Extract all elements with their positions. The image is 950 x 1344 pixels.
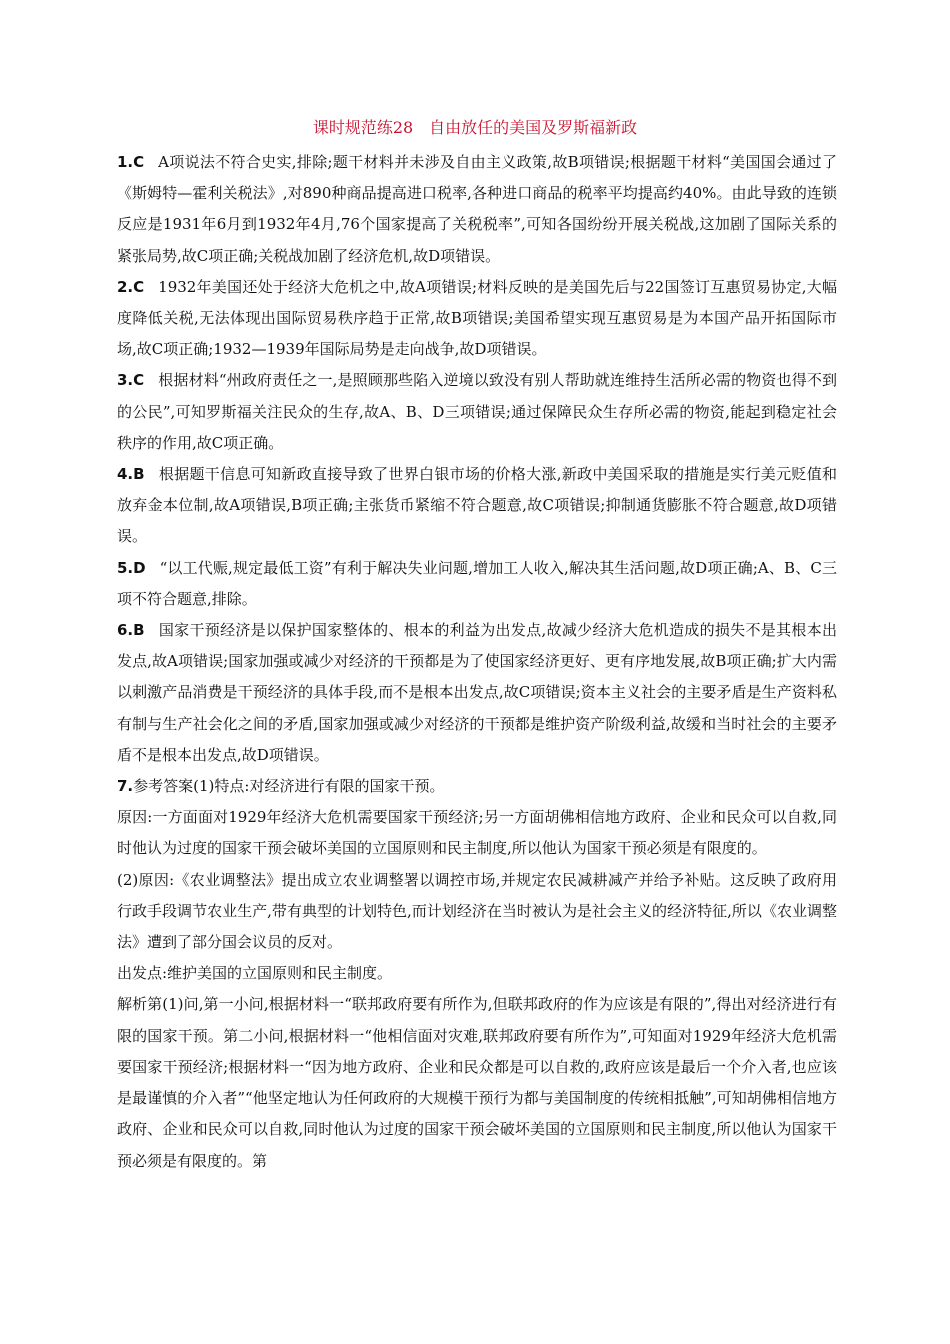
item-answer: C <box>133 371 145 390</box>
item-explanation: 国家干预经济是以保护国家整体的、根本的利益为出发点,故减少经济大危机造成的损失不是其根本出发点,故A项错误;国家加强或减少对经济的干预都是为了使国家经济更好、更有序地发展,故B项正确;扩大内需以刺激产品消费是干预经济的具体手段,而不是根本出发点,故C项错误;资本主义社会的主要矛盾是生产资料私有制与生产社会化之间的矛盾,国家加强或减少对经济的干预都是维护资产阶级利益,故缓和当时社会的主要矛盾不是根本出发点,故D项错误。 <box>117 621 837 764</box>
answer-item-3 <box>117 365 837 459</box>
item-explanation: “以工代赈,规定最低工资”有利于解决失业问题,增加工人收入,解决其生活问题,故D项正确;A、B、C三项不符合题意,排除。 <box>117 558 837 608</box>
answer-item-2 <box>117 272 837 366</box>
item-explanation: 根据材料“州政府责任之一,是照顾那些陷入逆境以致没有别人帮助就连维持生活所必需的物资也得不到的公民”,可知罗斯福关注民众的生存,故A、B、D三项错误;通过保障民众生存所必需的物资,能起到稳定社会秩序的作用,故C项正确。 <box>117 371 837 452</box>
answer-part-1-reason: 原因:一方面面对1929年经济大危机需要国家干预经济;另一方面胡佛相信地方政府、企业和民众可以自救,同时他认为过度的国家干预会破坏美国的立国原则和民主制度,所以他认为国家干预必须是有限度的。 <box>117 808 837 858</box>
reference-answer-label: 参考答案 <box>133 777 194 796</box>
answer-item-6 <box>117 615 837 771</box>
item-answer: B <box>133 465 145 484</box>
item-explanation: 根据题干信息可知新政直接导致了世界白银市场的价格大涨,新政中美国采取的措施是实行美元贬值和放弃金本位制,故A项错误,B项正确;主张货币紧缩不符合题意,故C项错误;抑制通货膨胀不符合题意,故D项错误。 <box>117 465 837 546</box>
answer-part-2-reason: (2)原因:《农业调整法》提出成立农业调整署以调控市场,并规定农民减耕减产并给予补贴。这反映了政府用行政手段调节农业生产,带有典型的计划特色,而计划经济在当时被认为是社会主义的经济特征,所以《农业调整法》遭到了部分国会议员的反对。 <box>117 870 837 952</box>
item-number: 1. <box>117 153 134 171</box>
item-answer: C <box>133 277 145 296</box>
answer-item-5 <box>117 553 837 615</box>
item-number: 6. <box>117 621 134 640</box>
answer-part-1-feature: (1)特点:对经济进行有限的国家干预。 <box>193 777 445 796</box>
page-title: 课时规范练28 自由放任的美国及罗斯福新政 <box>312 118 638 137</box>
item-answer: B <box>133 621 145 640</box>
item-number: 2. <box>117 277 134 296</box>
item-number: 5. <box>117 558 134 577</box>
item-answer: D <box>133 558 146 577</box>
answer-item-4 <box>117 459 837 553</box>
item-answer: C <box>133 153 145 171</box>
answer-item-1 <box>117 147 837 272</box>
answer-body <box>117 147 837 1177</box>
item-number: 4. <box>117 465 134 484</box>
item-number: 3. <box>117 371 134 390</box>
answer-part-2-basis: 出发点:维护美国的立国原则和民主制度。 <box>117 964 393 983</box>
answer-item-7 <box>117 771 837 802</box>
item-explanation: 1932年美国还处于经济大危机之中,故A项错误;材料反映的是美国先后与22国签订互惠贸易协定,大幅度降低关税,无法体现出国际贸易秩序趋于正常,故B项错误;美国希望实现互惠贸易是为本国产品开拓国际市场,故C项正确;1932—1939年国际局势是走向战争,故D项错误。 <box>117 277 837 359</box>
item-number: 7. <box>117 777 134 796</box>
analysis-paragraph: 解析第(1)问,第一小问,根据材料一“联邦政府要有所作为,但联邦政府的作为应该是有限的”,得出对经济进行有限的国家干预。第二小问,根据材料一“他相信面对灾难,联邦政府要有所作为”,可知面对1929年经济大危机需要国家干预经济;根据材料一“因为地方政府、企业和民众都是可以自救的,政府应该是最后一个介入者,也应该是最谨慎的介入者”“他坚定地认为任何政府的大规模干预行为都与美国制度的传统相抵触”,可知胡佛相信地方政府、企业和民众可以自救,同时他认为过度的国家干预会破坏美国的立国原则和民主制度,所以他认为国家干预必须是有限度的。第 <box>117 995 837 1170</box>
item-explanation: A项说法不符合史实,排除;题干材料并未涉及自由主义政策,故B项错误;根据题干材料“美国国会通过了《斯姆特—霍利关税法》,对890种商品提高进口税率,各种进口商品的税率平均提高约40%。由此导致的连锁反应是1931年6月到1932年4月,76个国家提高了关税税率”,可知各国纷纷开展关税战,这加剧了国际关系的紧张局势,故C项正确;关税战加剧了经济危机,故D项错误。 <box>117 153 837 265</box>
